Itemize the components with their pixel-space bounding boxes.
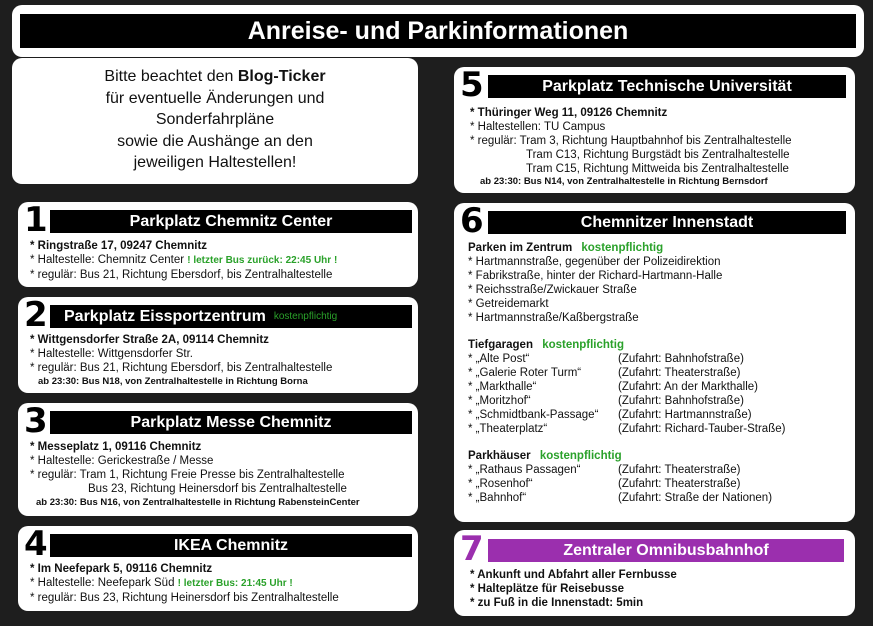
regular-route-5c: Tram C15, Richtung Mittweida bis Zentralhaltestelle <box>526 163 789 175</box>
tief-name: „Markthalle“ <box>475 381 537 393</box>
parking-card-6 <box>454 203 855 522</box>
parking-card-5 <box>454 67 855 193</box>
parken-item: Hartmannstraße, gegenüber der Polizeidirektion <box>475 256 721 268</box>
section-title-4: IKEA Chemnitz <box>173 536 289 554</box>
section-body-5: * Thüringer Weg 11, 09126 Chemnitz * Haltestellen: TU Campus * regulär: Tram 3, Richtung Hauptbahnhof bis Zentralhaltestelle Tram C13, Richtung Burgstädt bis Zentralhaltestelle Tram C15, Richtung Mittweida bis Zentralhaltestelle ab 23:30: Bus N14, von Zentralhaltestelle in Richtung Bernsdorf <box>470 107 792 187</box>
cost-tag-2: kostenpflichtig <box>273 311 338 322</box>
regular-route-4: regulär: Bus 23, Richtung Heinersdorf bis Zentralhaltestelle <box>37 592 339 604</box>
tief-name: „Schmidtbank-Passage“ <box>475 409 599 421</box>
section-body-6: Parken im Zentrum kostenpflichtig * Hartmannstraße, gegenüber der Polizeidirektion * Fabrikstraße, hinter der Richard-Hartmann-Halle * Reichsstraße/Zwickauer Straße * Getreidemarkt * Hartmannstraße/Kaßbergstraße Tiefgaragen kostenpflichtig * „Alte Post“ (Zufahrt: Bahnhofstraße) * „Galerie Roter Turm“ (Zufahrt: Theaterstraße) * „Markthalle“ (Zufahrt: An der Markthalle) * „Moritzhof“ (Zufahrt: Bahnhofstraße) * „Schmidtbank-Passage“ (Zufahrt: Hartmannstraße) * „Theaterplatz“ (Zufahrt: Richard-Tauber-Straße) Parkhäuser kostenpflichtig * „Rathaus Passagen“ (Zufahrt: Theaterstraße) * „Rosenhof“ (Zufahrt: Theaterstraße) * „Bahnhof“ (Zufahrt: Straße der Nationen) <box>468 242 786 504</box>
section-title-bar-7 <box>488 539 844 562</box>
stop-3: Haltestelle: Gerickestraße / Messe <box>37 455 214 467</box>
tief-name: „Theaterplatz“ <box>475 423 548 435</box>
intro-line4: sowie die Aushänge an den <box>117 132 313 150</box>
zob-line: zu Fuß in die Innenstadt: 5min <box>477 597 644 609</box>
haus-row: * „Rosenhof“ (Zufahrt: Theaterstraße) <box>468 478 741 490</box>
haus-access: (Zufahrt: Theaterstraße) <box>618 464 741 476</box>
section-number-3: 3 <box>24 403 48 441</box>
tief-row: * „Alte Post“ (Zufahrt: Bahnhofstraße) <box>468 353 744 365</box>
section-title-bar-5 <box>488 75 846 98</box>
intro-line2: für eventuelle Änderungen und <box>105 89 325 107</box>
tief-row: * „Moritzhof“ (Zufahrt: Bahnhofstraße) <box>468 395 744 407</box>
tief-row: * „Theaterplatz“ (Zufahrt: Richard-Tauber-Straße) <box>468 423 786 435</box>
tief-access: (Zufahrt: An der Markthalle) <box>618 381 758 393</box>
tief-name: „Moritzhof“ <box>475 395 531 407</box>
stop-4: Haltestelle: Neefepark Süd <box>37 577 178 589</box>
header-title-bar <box>20 14 856 48</box>
haus-access: (Zufahrt: Theaterstraße) <box>618 478 741 490</box>
last-bus-note-1: ! letzter Bus zurück: 22:45 Uhr ! <box>187 255 338 266</box>
parking-card-3 <box>18 403 418 516</box>
parken-item: Hartmannstraße/Kaßbergstraße <box>475 312 639 324</box>
night-route-5: ab 23:30: Bus N14, von Zentralhaltestelle in Richtung Bernsdorf <box>480 176 768 187</box>
regular-route-5b: Tram C13, Richtung Burgstädt bis Zentralhaltestelle <box>526 149 790 161</box>
regular-route-1: regulär: Bus 21, Richtung Ebersdorf, bis Zentralhaltestelle <box>37 269 333 281</box>
tief-cost-tag: kostenpflichtig <box>542 339 624 351</box>
zob-line: Ankunft und Abfahrt aller Fernbusse <box>477 569 677 581</box>
section-title-7: Zentraler Omnibusbahnhof <box>563 541 769 559</box>
parking-card-4 <box>18 526 418 611</box>
haus-heading <box>468 449 785 463</box>
intro-line1: Bitte beachtet den <box>104 68 238 85</box>
section-body-7: * Ankunft und Abfahrt aller Fernbusse * Halteplätze für Reisebusse * zu Fuß in die Innenstadt: 5min <box>470 569 677 609</box>
haus-access: (Zufahrt: Straße der Nationen) <box>618 492 773 504</box>
last-bus-note-4: ! letzter Bus: 21:45 Uhr ! <box>177 578 293 589</box>
stop-5: Haltestellen: TU Campus <box>477 121 606 133</box>
stop-2: Haltestelle: Wittgensdorfer Str. <box>37 348 193 360</box>
section-number-5: 5 <box>460 67 484 105</box>
regular-route-2: regulär: Bus 21, Richtung Ebersdorf, bis Zentralhaltestelle <box>37 362 333 374</box>
parken-heading <box>468 241 785 255</box>
section-number-4: 4 <box>24 526 48 564</box>
tief-name: „Alte Post“ <box>475 353 530 365</box>
parking-card-1 <box>18 202 418 287</box>
intro-line3: Sonderfahrpläne <box>155 111 275 128</box>
intro-card <box>12 58 418 184</box>
tief-access: (Zufahrt: Bahnhofstraße) <box>618 395 744 407</box>
tief-access: (Zufahrt: Richard-Tauber-Straße) <box>618 423 786 435</box>
section-body-4: * Im Neefepark 5, 09116 Chemnitz * Haltestelle: Neefepark Süd ! letzter Bus: 21:45 Uhr ! * regulär: Bus 23, Richtung Heinersdorf bis Zentralhaltestelle <box>30 563 339 604</box>
haus-row: * „Rathaus Passagen“ (Zufahrt: Theaterstraße) <box>468 464 741 476</box>
address-3: Messeplatz 1, 09116 Chemnitz <box>37 441 202 453</box>
section-title-5: Parkplatz Technische Universität <box>542 77 792 95</box>
parken-heading-label: Parken im Zentrum <box>468 242 573 254</box>
parken-item: Fabrikstraße, hinter der Richard-Hartmann-Halle <box>475 270 723 282</box>
stop-1: Haltestelle: Chemnitz Center <box>37 254 188 266</box>
section-title-3: Parkplatz Messe Chemnitz <box>130 413 332 431</box>
haus-heading-label: Parkhäuser <box>468 450 531 462</box>
night-route-3: ab 23:30: Bus N16, von Zentralhaltestelle in Richtung RabensteinCenter <box>36 497 360 508</box>
parken-cost-tag: kostenpflichtig <box>581 242 664 254</box>
section-title-1: Parkplatz Chemnitz Center <box>129 212 333 230</box>
intro-line5: jeweiligen Haltestellen! <box>133 154 297 171</box>
tief-row: * „Schmidtbank-Passage“ (Zufahrt: Hartmannstraße) <box>468 409 752 421</box>
night-route-2: ab 23:30: Bus N18, von Zentralhaltestelle in Richtung Borna <box>38 376 308 387</box>
address-5: Thüringer Weg 11, 09126 Chemnitz <box>477 107 668 119</box>
regular-route-5: regulär: Tram 3, Richtung Hauptbahnhof bis Zentralhaltestelle <box>477 135 792 147</box>
section-title-bar-1 <box>50 210 412 233</box>
parking-card-7 <box>454 530 855 616</box>
blog-ticker-label: Blog-Ticker <box>237 68 326 85</box>
regular-route-3b: Bus 23, Richtung Heinersdorf bis Zentralhaltestelle <box>88 483 347 495</box>
address-2: Wittgensdorfer Straße 2A, 09114 Chemnitz <box>37 334 269 346</box>
tief-row: * „Markthalle“ (Zufahrt: An der Markthalle) <box>468 381 758 393</box>
tief-access: (Zufahrt: Bahnhofstraße) <box>618 353 744 365</box>
address-4: Im Neefepark 5, 09116 Chemnitz <box>37 563 213 575</box>
section-title-2: Parkplatz Eissportzentrum <box>64 307 266 325</box>
haus-name: „Rosenhof“ <box>475 478 533 490</box>
section-title-bar-4 <box>50 534 412 557</box>
section-title-bar-3 <box>50 411 412 434</box>
section-body-1: * Ringstraße 17, 09247 Chemnitz * Haltestelle: Chemnitz Center ! letzter Bus zurück: 22:45 Uhr ! * regulär: Bus 21, Richtung Ebersdorf, bis Zentralhaltestelle <box>30 240 338 281</box>
haus-name: „Rathaus Passagen“ <box>475 464 581 476</box>
regular-route-3: regulär: Tram 1, Richtung Freie Presse bis Zentralhaltestelle <box>37 469 345 481</box>
haus-row: * „Bahnhof“ (Zufahrt: Straße der Nationen) <box>468 492 773 504</box>
section-body-2: * Wittgensdorfer Straße 2A, 09114 Chemnitz * Haltestelle: Wittgensdorfer Str. * regulär: Bus 21, Richtung Ebersdorf, bis Zentralhaltestelle ab 23:30: Bus N18, von Zentralhaltestelle in Richtung Borna <box>30 334 333 387</box>
section-body-3: * Messeplatz 1, 09116 Chemnitz * Haltestelle: Gerickestraße / Messe * regulär: Tram 1, Richtung Freie Presse bis Zentralhaltestelle Bus 23, Richtung Heinersdorf bis Zentralhaltestelle ab 23:30: Bus N16, von Zentralhaltestelle in Richtung RabensteinCenter <box>30 441 360 508</box>
parken-item: Getreidemarkt <box>475 298 549 310</box>
zob-line: Halteplätze für Reisebusse <box>477 583 625 595</box>
tief-heading <box>468 338 785 352</box>
tief-access: (Zufahrt: Hartmannstraße) <box>618 409 752 421</box>
section-title-bar-2 <box>50 305 412 328</box>
tief-row: * „Galerie Roter Turm“ (Zufahrt: Theaterstraße) <box>468 367 741 379</box>
page-title: Anreise- und Parkinformationen <box>247 16 629 45</box>
header-card <box>12 5 864 57</box>
address-1: Ringstraße 17, 09247 Chemnitz <box>37 240 208 252</box>
section-number-6: 6 <box>460 203 484 241</box>
section-number-1: 1 <box>24 202 48 240</box>
haus-name: „Bahnhof“ <box>475 492 527 504</box>
haus-cost-tag: kostenpflichtig <box>539 450 622 462</box>
parken-item: Reichsstraße/Zwickauer Straße <box>475 284 637 296</box>
section-title-6: Chemnitzer Innenstadt <box>580 213 754 231</box>
tief-access: (Zufahrt: Theaterstraße) <box>618 367 741 379</box>
section-number-7: 7 <box>460 530 484 569</box>
section-title-bar-6 <box>488 211 846 234</box>
section-number-2: 2 <box>24 297 48 335</box>
tief-name: „Galerie Roter Turm“ <box>475 367 582 379</box>
intro-text <box>12 66 418 174</box>
tief-heading-label: Tiefgaragen <box>468 339 533 351</box>
parking-card-2 <box>18 297 418 393</box>
